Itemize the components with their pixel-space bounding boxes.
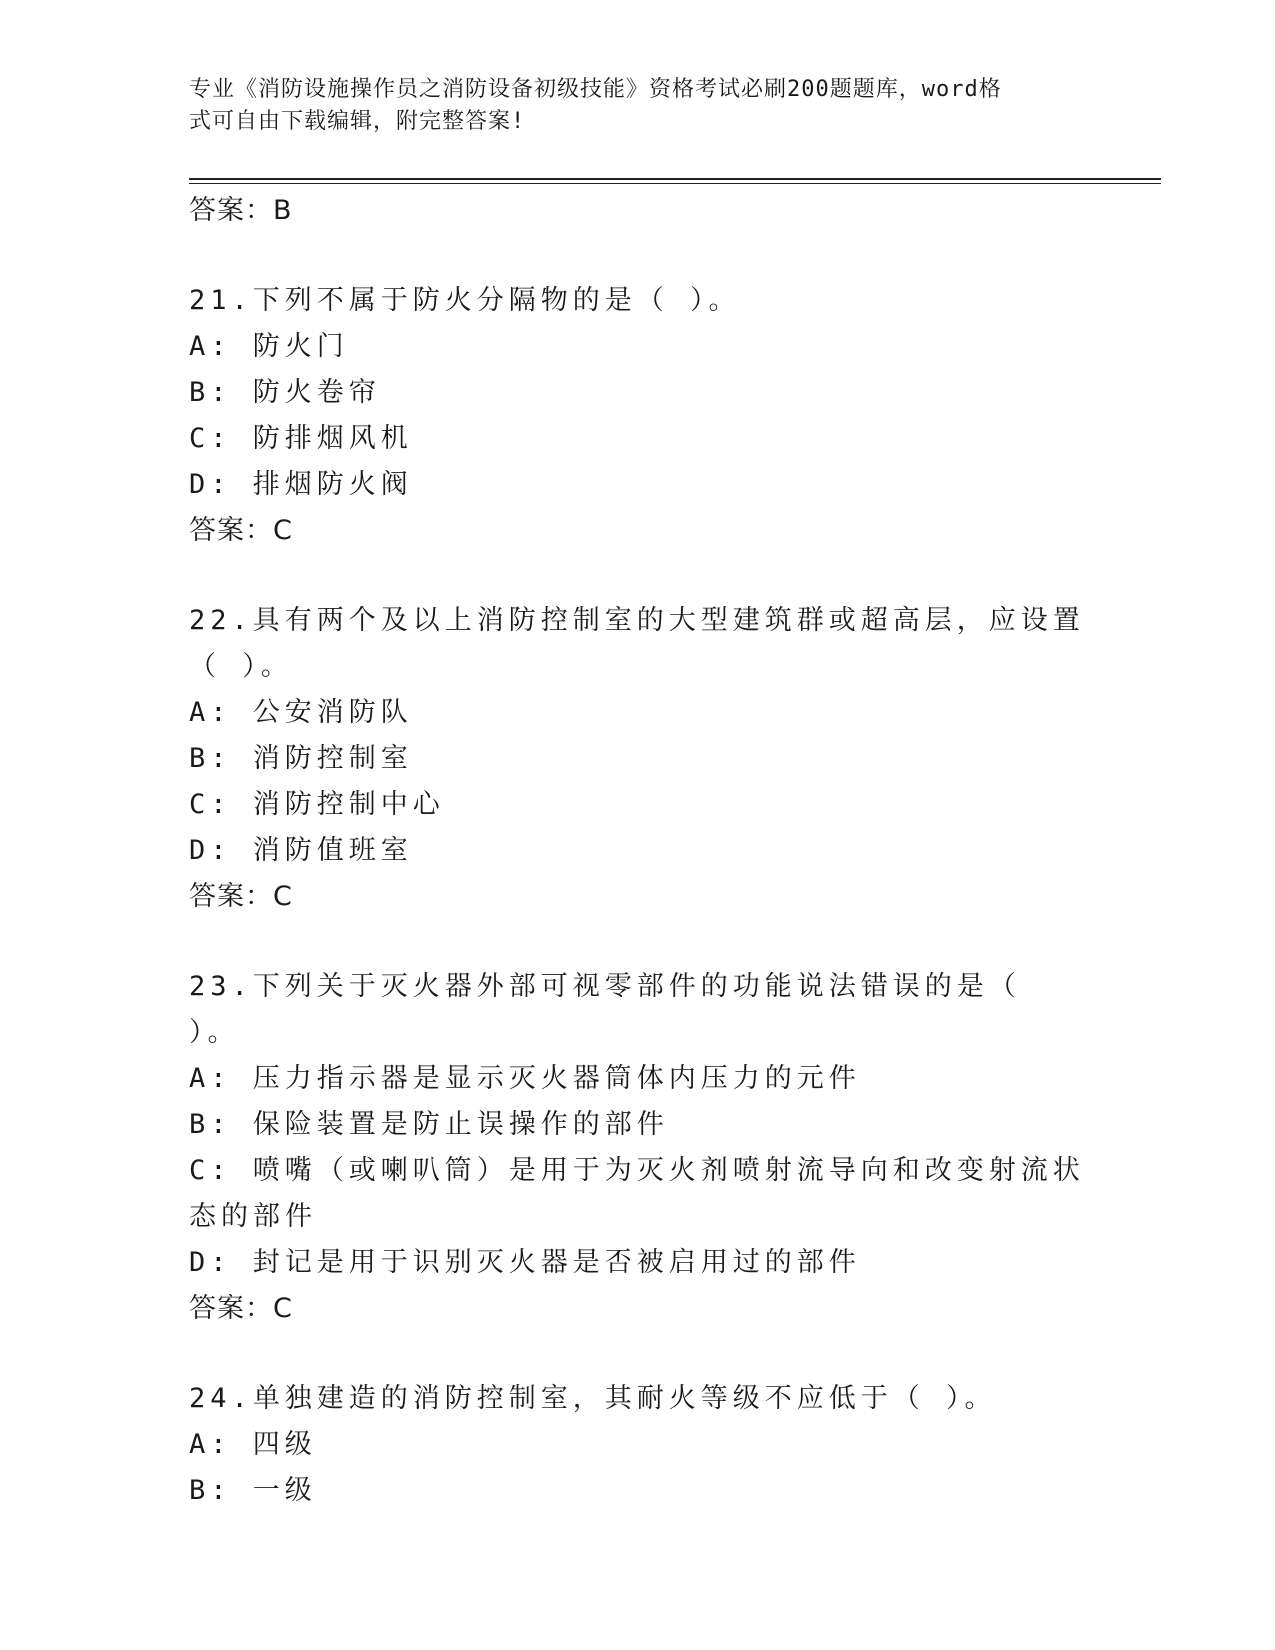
option-b: B: 保险装置是防止误操作的部件 [189, 1109, 669, 1140]
option-b: B: 一级 [189, 1475, 317, 1506]
option-b: B: 消防控制室 [189, 743, 413, 774]
option-a: A: 四级 [189, 1429, 317, 1460]
option-c: C: 消防控制中心 [189, 789, 445, 820]
question-24 [189, 1376, 1089, 1514]
question-22 [189, 598, 1089, 920]
header-divider-thin [189, 183, 1161, 184]
previous-answer: 答案：B [189, 195, 293, 226]
option-c: C: 防排烟风机 [189, 423, 413, 454]
header-line-2: 式可自由下载编辑，附完整答案! [189, 109, 526, 134]
question-stem: 22.具有两个及以上消防控制室的大型建筑群或超高层，应设置（ ）。 [189, 605, 1085, 682]
document-header [189, 74, 1069, 138]
question-stem: 24.单独建造的消防控制室，其耐火等级不应低于（ ）。 [189, 1383, 997, 1414]
option-a: A: 防火门 [189, 331, 349, 362]
question-answer: 答案：C [189, 515, 293, 546]
question-stem: 21.下列不属于防火分隔物的是（ ）。 [189, 285, 741, 316]
option-d: D: 封记是用于识别灭火器是否被启用过的部件 [189, 1247, 861, 1278]
question-list [189, 188, 1089, 1514]
question-23 [189, 964, 1089, 1332]
option-c: C: 喷嘴（或喇叭筒）是用于为灭火剂喷射流导向和改变射流状态的部件 [189, 1155, 1085, 1232]
option-d: D: 排烟防火阀 [189, 469, 413, 500]
option-a: A: 压力指示器是显示灭火器筒体内压力的元件 [189, 1063, 861, 1094]
header-line-1: 专业《消防设施操作员之消防设备初级技能》资格考试必刷200题题库，word格 [189, 77, 1002, 102]
question-21 [189, 278, 1089, 554]
option-a: A: 公安消防队 [189, 697, 413, 728]
header-divider-thick [189, 178, 1161, 180]
question-stem: 23.下列关于灭火器外部可视零部件的功能说法错误的是（ ）。 [189, 971, 1021, 1048]
option-b: B: 防火卷帘 [189, 377, 381, 408]
question-answer: 答案：C [189, 881, 293, 912]
option-d: D: 消防值班室 [189, 835, 413, 866]
question-answer: 答案：C [189, 1293, 293, 1324]
